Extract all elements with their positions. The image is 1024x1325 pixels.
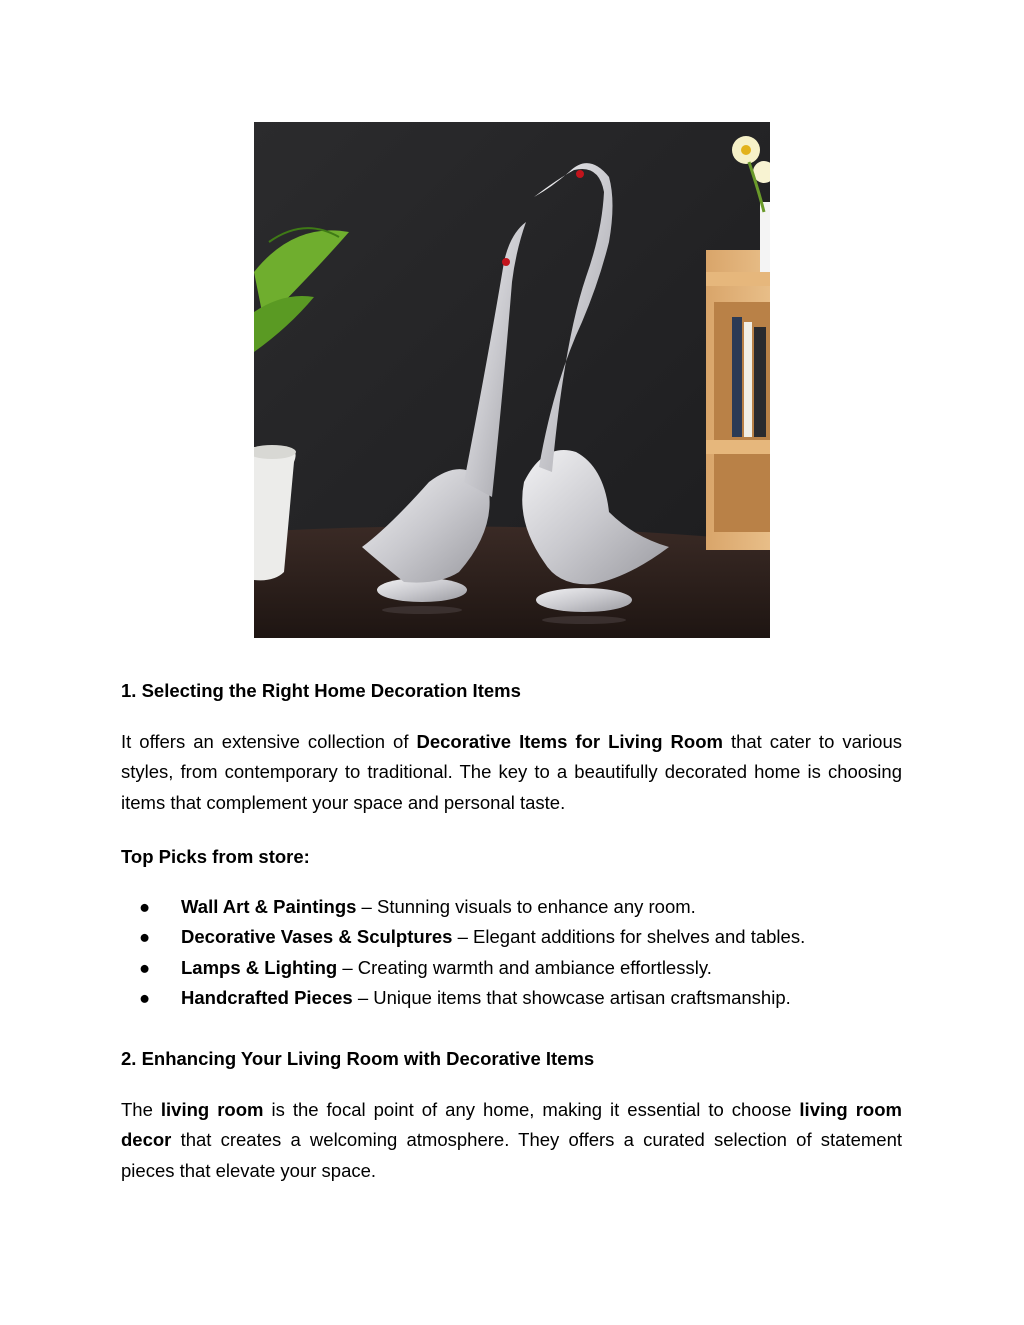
paragraph-text: The [121, 1099, 161, 1120]
bullet-icon: ● [139, 926, 151, 948]
highlighted-keyword: living room [160, 1099, 264, 1120]
list-item [121, 983, 902, 1013]
paragraph-text: is the focal point of any home, making it essential to choose [263, 1099, 800, 1120]
highlighted-keyword: Decorative Items for Living Room [416, 731, 723, 752]
list-item-description: – Unique items that showcase artisan craftsmanship. [352, 987, 791, 1009]
list-item-title: Lamps & Lighting [181, 956, 338, 978]
list-item-description: – Stunning visuals to enhance any room. [356, 896, 696, 917]
section-2-heading: 2. Enhancing Your Living Room with Decorative Items [121, 1048, 595, 1069]
bullet-icon: ● [139, 987, 151, 1009]
top-picks-list [121, 892, 902, 1014]
paragraph-text: that creates a welcoming atmosphere. They offers a curated selection of statement pieces that elevate your space. [121, 1129, 902, 1181]
list-item [121, 953, 902, 983]
paragraph-text: It offers an extensive collection of [121, 731, 417, 752]
list-item [121, 892, 902, 922]
section-1-heading: 1. Selecting the Right Home Decoration Items [121, 680, 521, 701]
top-picks-heading: Top Picks from store: [121, 846, 310, 867]
list-item-title: Wall Art & Paintings [181, 896, 357, 917]
list-item-title: Handcrafted Pieces [181, 987, 353, 1009]
section-2-paragraph [121, 1095, 902, 1186]
list-item-description: – Creating warmth and ambiance effortlessly. [337, 956, 712, 978]
paragraph-text: that cater to various styles, from contemporary to traditional. The key to a beautifully decorated home is choosing items that complement your space and personal taste. [121, 731, 902, 813]
list-item-description: – Elegant additions for shelves and tables. [452, 926, 806, 948]
bullet-icon: ● [139, 956, 151, 978]
section-1-paragraph [121, 727, 902, 818]
swan-figurine-photo [254, 122, 770, 638]
bullet-icon: ● [139, 896, 151, 917]
list-item [121, 922, 902, 952]
list-item-title: Decorative Vases & Sculptures [181, 926, 453, 948]
highlighted-keyword: living room decor [121, 1099, 902, 1151]
swan-figurine-illustration [254, 122, 770, 638]
